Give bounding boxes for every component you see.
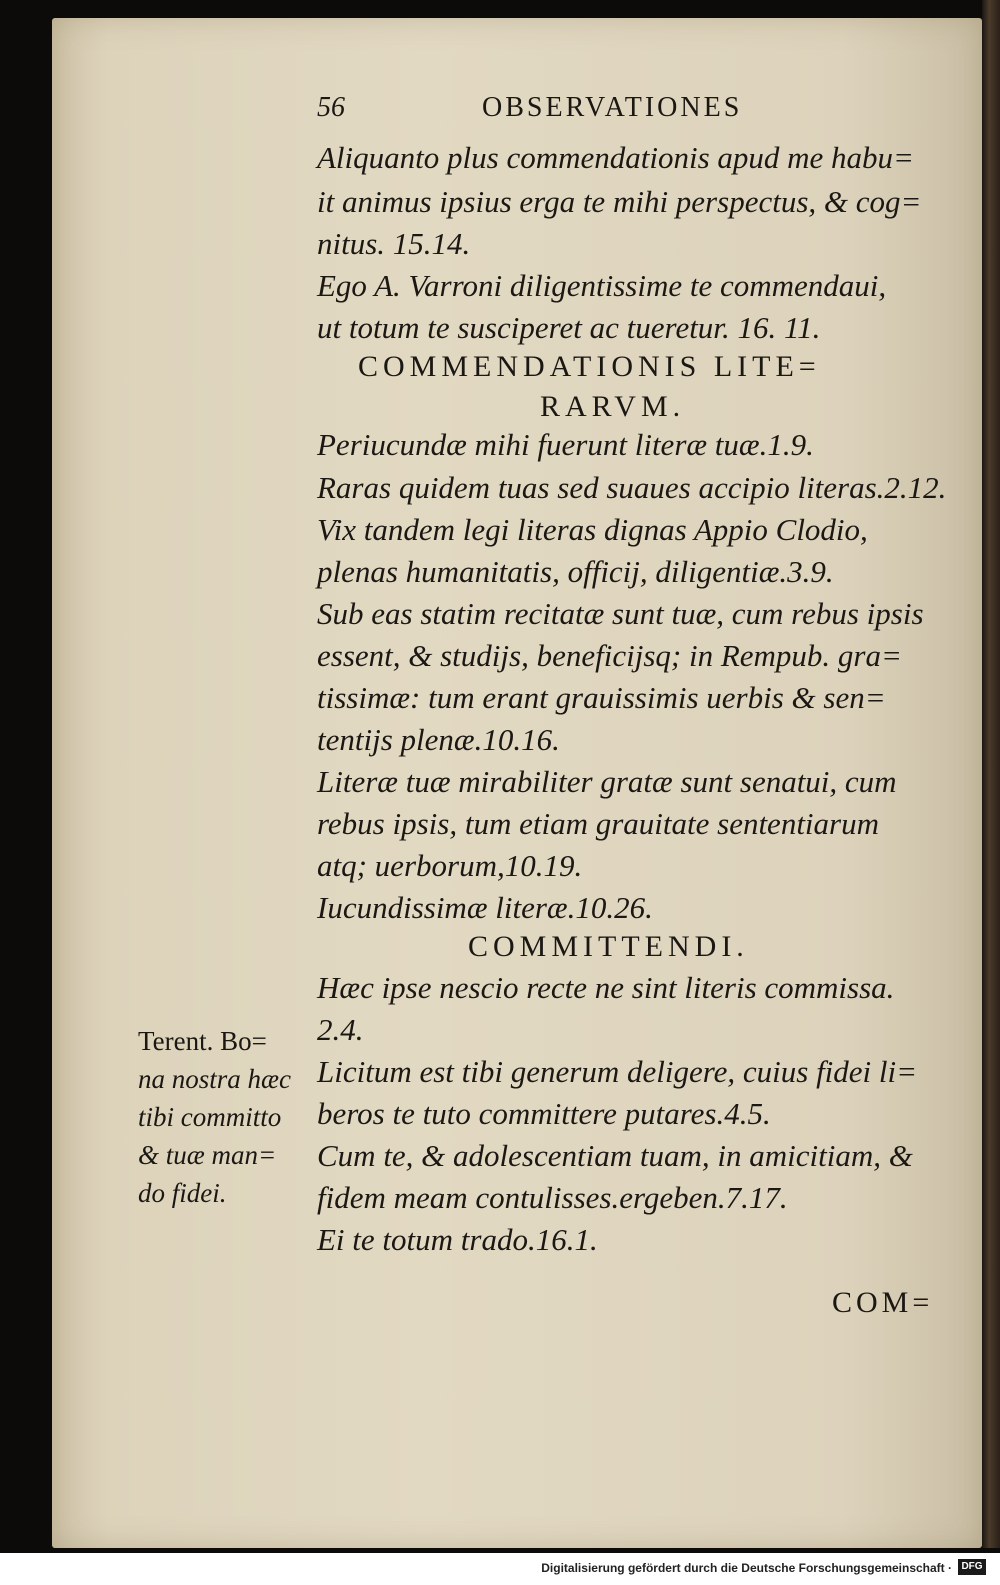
body-line: Raras quidem tuas sed suaues accipio literas.2.12. bbox=[317, 470, 947, 505]
body-line: fidem meam contulisses.ergeben.7.17. bbox=[317, 1180, 788, 1215]
body-line: Ego A. Varroni diligentissime te commendaui, bbox=[317, 268, 887, 303]
body-line: Sub eas statim recitatæ sunt tuæ, cum rebus ipsis bbox=[317, 596, 924, 631]
section-heading: COMMITTENDI. bbox=[468, 930, 749, 963]
margin-note-line: & tuæ man= bbox=[138, 1140, 277, 1170]
body-line: ut totum te susciperet ac tueretur. 16. 11. bbox=[317, 310, 821, 345]
dfg-logo: DFG bbox=[958, 1559, 986, 1575]
section-heading: COMMENDATIONIS LITE= bbox=[358, 350, 821, 383]
margin-note-line: Terent. Bo= bbox=[138, 1026, 267, 1056]
body-line: rebus ipsis, tum etiam grauitate sententiarum bbox=[317, 806, 879, 841]
catchword: COM= bbox=[832, 1286, 934, 1319]
body-line: essent, & studijs, beneficijsq; in Rempub. gra= bbox=[317, 638, 902, 673]
book-edge bbox=[982, 0, 1000, 1548]
body-line: tentijs plenæ.10.16. bbox=[317, 722, 560, 757]
body-line: Hæc ipse nescio recte ne sint literis commissa. bbox=[317, 970, 895, 1005]
body-line: tissimæ: tum erant grauissimis uerbis & sen= bbox=[317, 680, 886, 715]
body-line: Literæ tuæ mirabiliter gratæ sunt senatui, cum bbox=[317, 764, 897, 799]
body-line: beros te tuto committere putares.4.5. bbox=[317, 1096, 771, 1131]
body-line: Periucundæ mihi fuerunt literæ tuæ.1.9. bbox=[317, 427, 814, 462]
page-number: 56 bbox=[317, 92, 345, 123]
body-line: Cum te, & adolescentiam tuam, in amicitiam, & bbox=[317, 1138, 913, 1173]
footer-bar bbox=[0, 1553, 1000, 1585]
running-title: OBSERVATIONES bbox=[482, 92, 743, 123]
body-line: Ei te totum trado.16.1. bbox=[317, 1222, 598, 1257]
body-line: Vix tandem legi literas dignas Appio Clodio, bbox=[317, 512, 868, 547]
section-heading-cont: RARVM. bbox=[540, 390, 686, 423]
body-line: atq; uerborum,10.19. bbox=[317, 848, 583, 883]
body-line: Licitum est tibi generum deligere, cuius fidei li= bbox=[317, 1054, 918, 1089]
body-line: nitus. 15.14. bbox=[317, 226, 471, 261]
body-line: plenas humanitatis, officij, diligentiæ.3.9. bbox=[317, 554, 834, 589]
body-line: it animus ipsius erga te mihi perspectus, & cog= bbox=[317, 184, 922, 219]
margin-note-line: do fidei. bbox=[138, 1178, 227, 1208]
funding-credit: Digitalisierung gefördert durch die Deutsche Forschungsgemeinschaft · bbox=[541, 1561, 952, 1575]
margin-note-line: tibi committo bbox=[138, 1102, 282, 1132]
body-line: 2.4. bbox=[317, 1012, 364, 1047]
body-line: Aliquanto plus commendationis apud me habu= bbox=[317, 140, 914, 175]
margin-note-line: na nostra hæc bbox=[138, 1064, 292, 1094]
body-line: Iucundissimæ literæ.10.26. bbox=[317, 890, 653, 925]
